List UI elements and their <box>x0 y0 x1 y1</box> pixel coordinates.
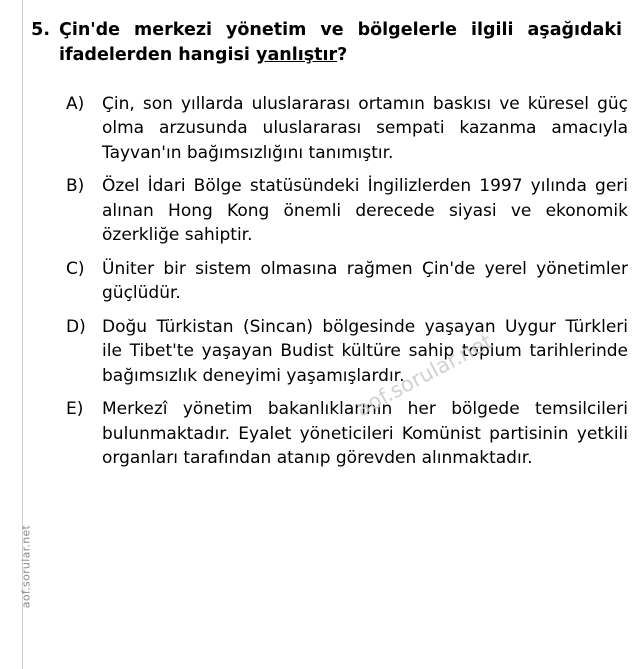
options-list <box>66 92 634 480</box>
option-b-text: Özel İdari Bölge statüsündeki İngilizlerden 1997 yılında geri alınan Hong Kong önemli derecede siyasi ve ekonomik özerkliğe sahiptir. <box>102 176 628 246</box>
option-a-letter: A) <box>66 94 85 114</box>
option-e-text: Merkezî yönetim bakanlıklarının her bölgede temsilcileri bulunmaktadır. Eyalet yöneticileri Komünist partisinin yetkili organları tarafından atanıp görevden alınmaktadır. <box>102 399 628 469</box>
question-text-underlined: yanlıştır <box>256 44 338 65</box>
option-b[interactable] <box>66 174 634 247</box>
option-e[interactable] <box>66 397 634 470</box>
option-c-letter: C) <box>66 258 85 279</box>
option-d-text: Doğu Türkistan (Sincan) bölgesinde yaşayan Uygur Türkleri ile Tibet'te yaşayan Budist kültüre sahip toplum tarihlerinde bağımsızlık deneyimi yaşamışlardır. <box>102 316 628 386</box>
option-c-text: Üniter bir sistem olmasına rağmen Çin'de yerel yönetimler güçlüdür. <box>102 258 628 304</box>
question-text-part1: Çin'de merkezi yönetim ve bölgelerle ilgili aşağıdaki ifadelerden hangisi <box>59 20 622 65</box>
option-d-letter: D) <box>66 316 86 337</box>
option-c[interactable] <box>66 257 634 306</box>
question-text-part2: ? <box>337 44 348 65</box>
question-block <box>22 18 630 68</box>
option-a[interactable] <box>66 92 634 165</box>
option-a-text: Çin, son yıllarda uluslararası ortamın baskısı ve küresel güç olma arzusunda uluslararası sempati kazanma amacıyla Tayvan'ın bağımsızlığını tanımıştır. <box>102 94 628 163</box>
side-watermark: aof.sorular.net <box>19 524 33 609</box>
center-watermark: aof.sorular.net <box>352 329 497 422</box>
option-d[interactable] <box>66 315 634 388</box>
option-b-letter: B) <box>66 176 85 197</box>
option-e-letter: E) <box>66 399 84 420</box>
question-number: 5. <box>31 20 50 40</box>
page-content <box>19 0 634 669</box>
question-text <box>59 18 630 68</box>
